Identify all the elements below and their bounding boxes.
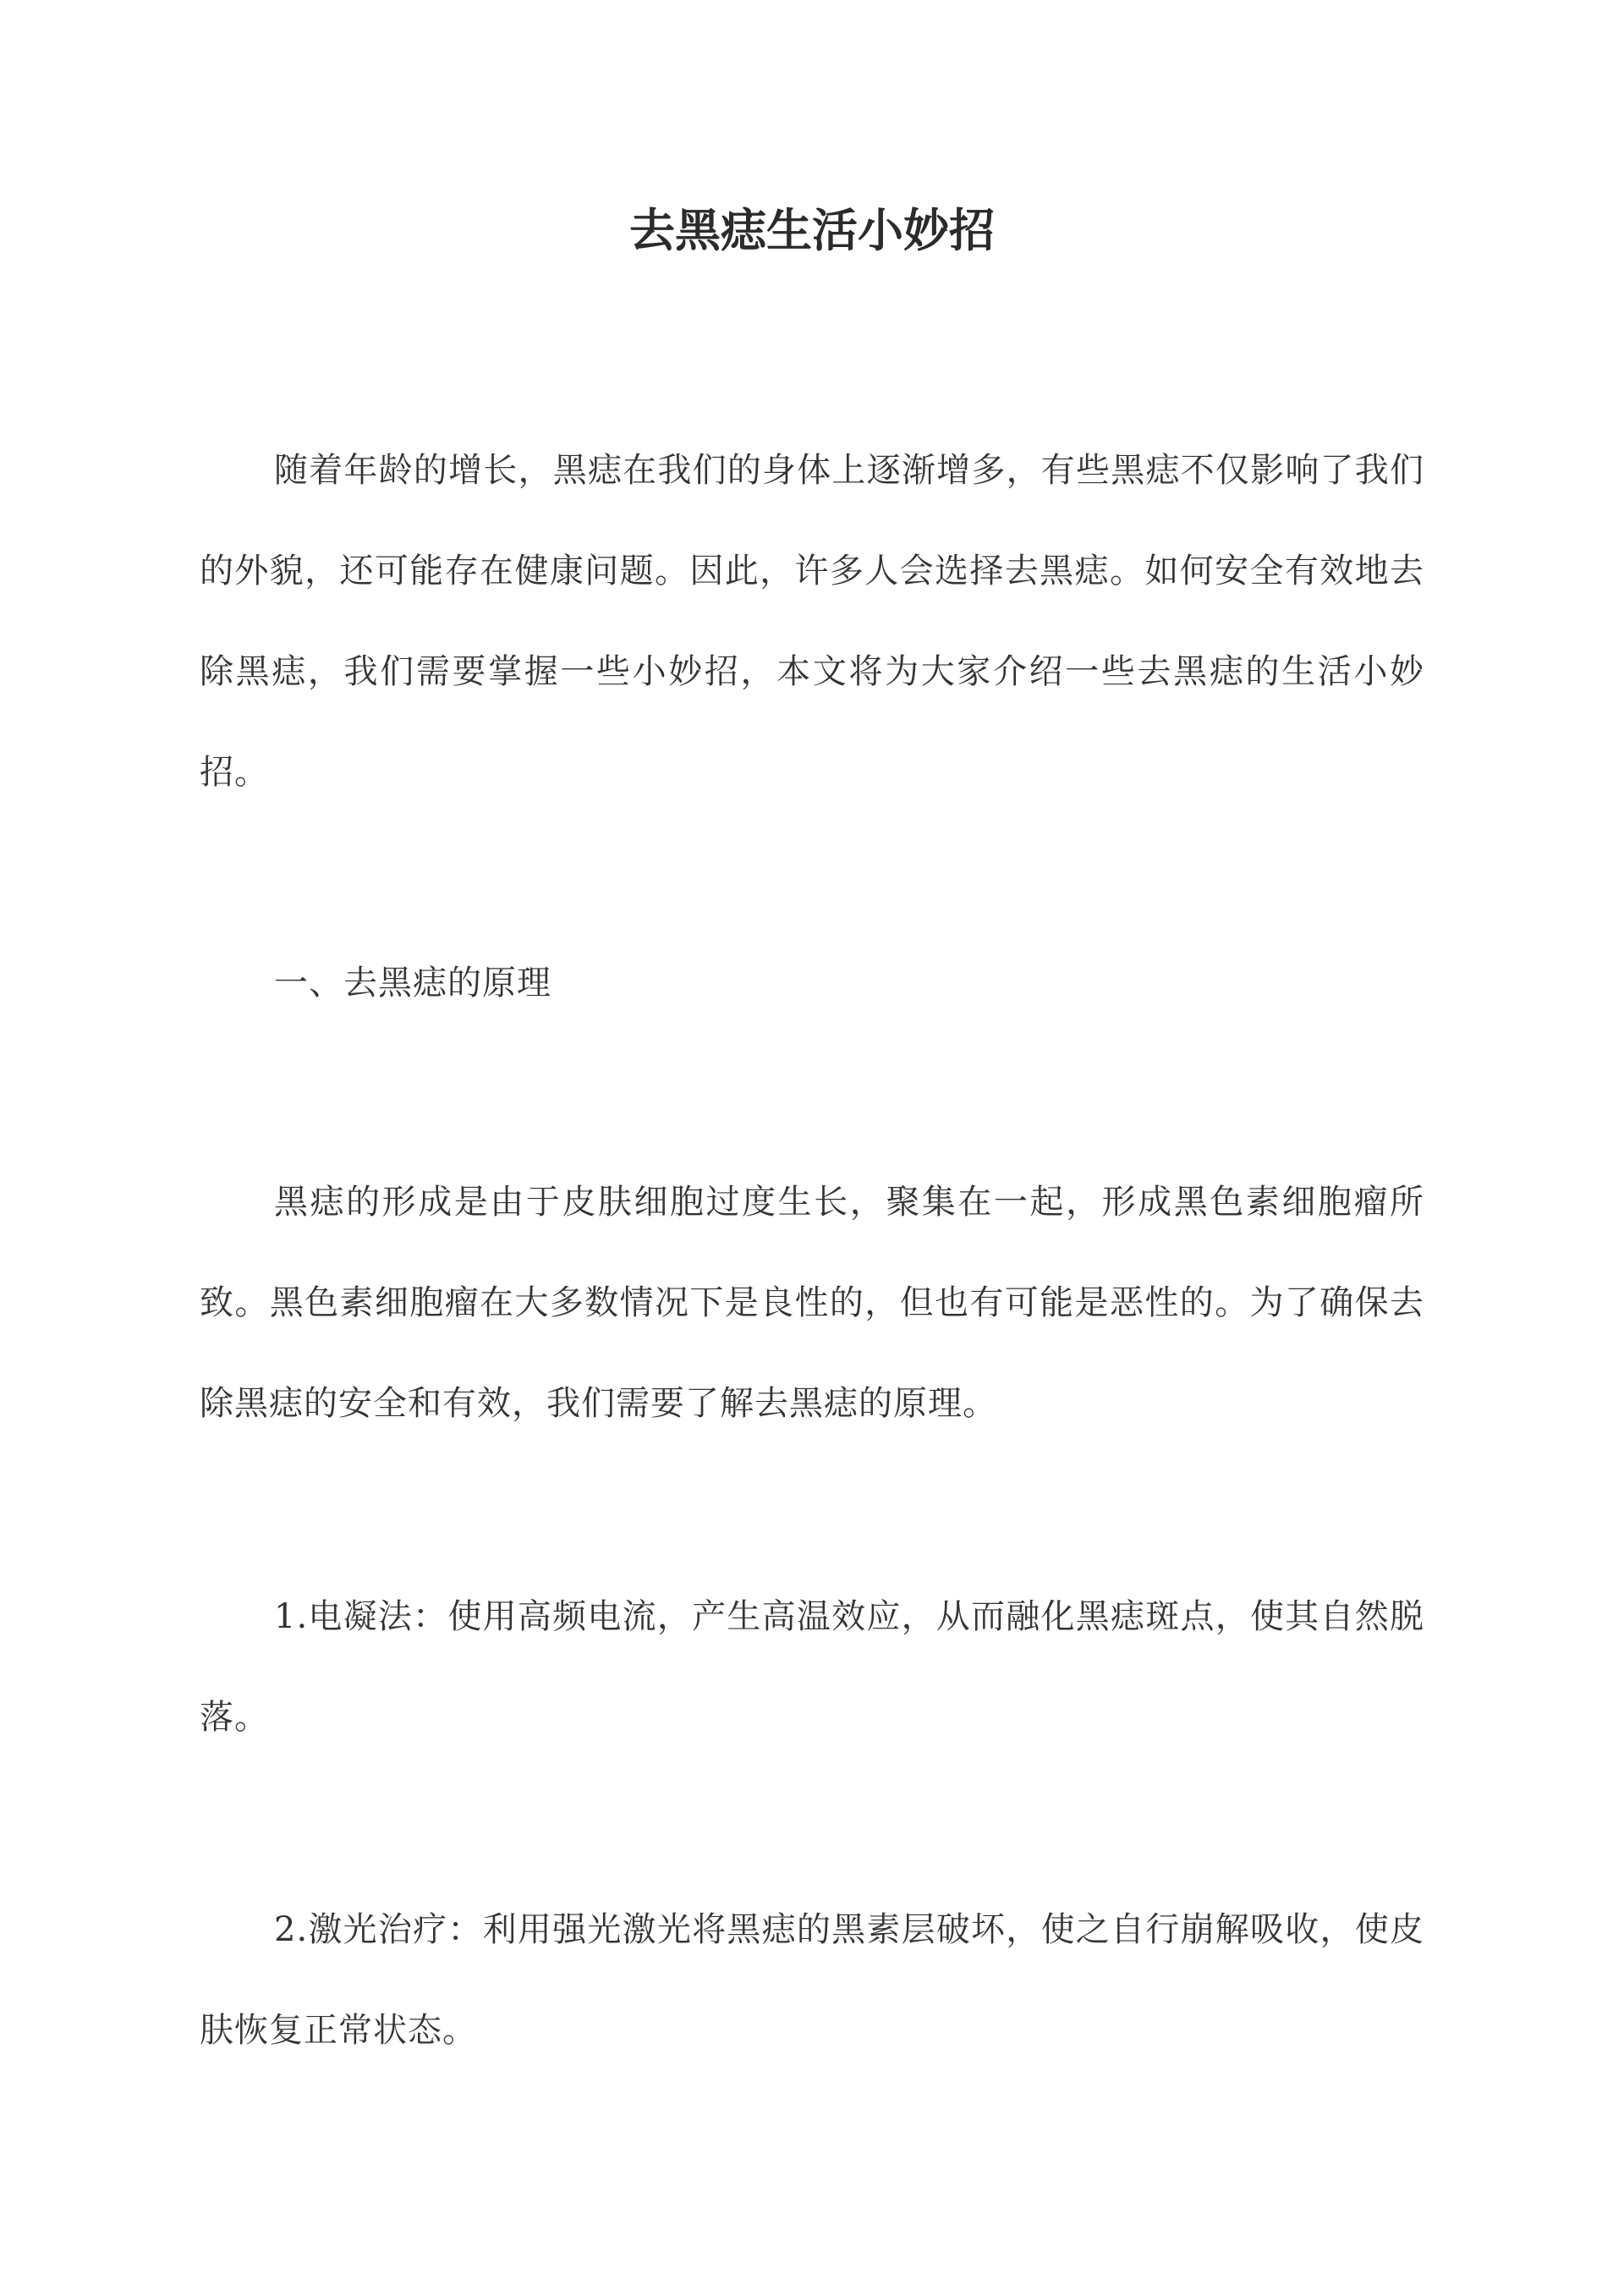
intro-paragraph: 随着年龄的增长，黑痣在我们的身体上逐渐增多，有些黑痣不仅影响了我们的外貌，还可能存在健康问题。因此，许多人会选择去黑痣。如何安全有效地去除黑痣，我们需要掌握一些小妙招，本文将为大家介绍一些去黑痣的生活小妙招。	[200, 451, 1424, 792]
theory-paragraph: 黑痣的形成是由于皮肤细胞过度生长，聚集在一起，形成黑色素细胞瘤所致。黑色素细胞瘤在大多数情况下是良性的，但也有可能是恶性的。为了确保去除黑痣的安全和有效，我们需要了解去黑痣的原理。	[200, 1183, 1424, 1423]
method-2-paragraph: 2.激光治疗：利用强光激光将黑痣的黑素层破坏，使之自行崩解吸收，使皮肤恢复正常状态。	[200, 1910, 1424, 2050]
method-1-paragraph: 1.电凝法：使用高频电流，产生高温效应，从而融化黑痣斑点，使其自然脱落。	[200, 1597, 1424, 1737]
document-title: 去黑痣生活小妙招	[629, 203, 995, 257]
section-heading: 一、去黑痣的原理	[274, 964, 551, 1002]
